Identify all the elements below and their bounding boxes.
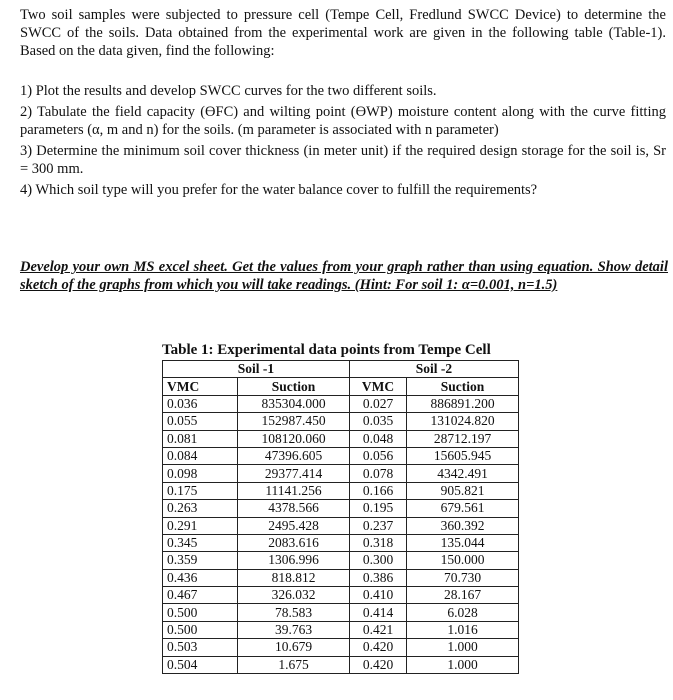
suction-2-cell: 4342.491 [407,465,519,482]
suction-1-cell: 10.679 [238,639,350,656]
vmc-2-cell: 0.386 [350,569,407,586]
suction-2-cell: 15605.945 [407,447,519,464]
question-4: 4) Which soil type will you prefer for the water balance cover to fulfill the requirements? [20,182,538,198]
vmc-2-cell: 0.078 [350,465,407,482]
table-caption: Table 1: Experimental data points from Tempe Cell [162,342,491,358]
table-row [163,604,519,621]
question-list [20,82,666,202]
col-header-vmc-1: VMC [163,378,238,395]
suction-1-cell: 818.812 [238,569,350,586]
suction-1-cell: 1.675 [238,656,350,673]
table-row [163,534,519,551]
vmc-1-cell: 0.175 [163,482,238,499]
instruction-note: Develop your own MS excel sheet. Get the values from your graph rather than using equation. Show detail sketch of the graphs from which you will take readings. (Hint: For soil 1: α=0.001, n=1.5) [20,259,668,293]
table-row [163,447,519,464]
data-table [162,360,519,674]
suction-1-cell: 835304.000 [238,395,350,412]
vmc-2-cell: 0.414 [350,604,407,621]
suction-2-cell: 135.044 [407,534,519,551]
suction-2-cell: 131024.820 [407,413,519,430]
table-row [163,639,519,656]
suction-1-cell: 39.763 [238,621,350,638]
vmc-2-cell: 0.048 [350,430,407,447]
intro-paragraph [20,6,666,60]
suction-2-cell: 28.167 [407,587,519,604]
suction-1-cell: 2083.616 [238,534,350,551]
table-row [163,465,519,482]
suction-2-cell: 28712.197 [407,430,519,447]
suction-1-cell: 1306.996 [238,552,350,569]
suction-1-cell: 326.032 [238,587,350,604]
suction-1-cell: 29377.414 [238,465,350,482]
table-row [163,621,519,638]
vmc-2-cell: 0.035 [350,413,407,430]
suction-1-cell: 78.583 [238,604,350,621]
table-row [163,500,519,517]
vmc-1-cell: 0.084 [163,447,238,464]
vmc-1-cell: 0.500 [163,604,238,621]
vmc-2-cell: 0.056 [350,447,407,464]
vmc-1-cell: 0.081 [163,430,238,447]
soil-1-header: Soil -1 [163,361,350,378]
vmc-1-cell: 0.359 [163,552,238,569]
intro-text: Two soil samples were subjected to pressure cell (Tempe Cell, Fredlund SWCC Device) to determine the SWCC of the soils. Data obtained from the experimental work are given in the following table (Table-1). Based on the data given, find the following: [20,7,666,59]
vmc-2-cell: 0.421 [350,621,407,638]
table-row [163,413,519,430]
vmc-1-cell: 0.055 [163,413,238,430]
vmc-1-cell: 0.098 [163,465,238,482]
suction-1-cell: 11141.256 [238,482,350,499]
question-2: 2) Tabulate the field capacity (ϴFC) and wilting point (ϴWP) moisture content along with the curve fitting parameters (α, m and n) for the soils. (m parameter is associated with n parameter) [20,104,666,138]
vmc-2-cell: 0.410 [350,587,407,604]
vmc-2-cell: 0.420 [350,656,407,673]
question-1: 1) Plot the results and develop SWCC curves for the two different soils. [20,83,437,99]
vmc-1-cell: 0.345 [163,534,238,551]
suction-1-cell: 4378.566 [238,500,350,517]
suction-2-cell: 1.000 [407,639,519,656]
vmc-1-cell: 0.291 [163,517,238,534]
suction-2-cell: 1.000 [407,656,519,673]
question-3: 3) Determine the minimum soil cover thickness (in meter unit) if the required design storage for the soil is, Sr = 300 mm. [20,143,666,177]
vmc-1-cell: 0.036 [163,395,238,412]
table-row [163,656,519,673]
table-body [163,395,519,673]
col-header-vmc-2: VMC [350,378,407,395]
col-header-suction-1: Suction [238,378,350,395]
table-row [163,587,519,604]
suction-1-cell: 152987.450 [238,413,350,430]
vmc-2-cell: 0.420 [350,639,407,656]
vmc-1-cell: 0.503 [163,639,238,656]
suction-2-cell: 905.821 [407,482,519,499]
vmc-2-cell: 0.318 [350,534,407,551]
vmc-2-cell: 0.237 [350,517,407,534]
vmc-2-cell: 0.300 [350,552,407,569]
vmc-1-cell: 0.263 [163,500,238,517]
suction-1-cell: 2495.428 [238,517,350,534]
suction-2-cell: 70.730 [407,569,519,586]
vmc-2-cell: 0.027 [350,395,407,412]
suction-1-cell: 47396.605 [238,447,350,464]
vmc-1-cell: 0.436 [163,569,238,586]
vmc-1-cell: 0.500 [163,621,238,638]
table-row [163,395,519,412]
suction-2-cell: 679.561 [407,500,519,517]
vmc-1-cell: 0.467 [163,587,238,604]
col-header-suction-2: Suction [407,378,519,395]
vmc-2-cell: 0.195 [350,500,407,517]
table-row [163,552,519,569]
column-header-row [163,378,519,395]
vmc-1-cell: 0.504 [163,656,238,673]
table-row [163,569,519,586]
soil-2-header: Soil -2 [350,361,519,378]
table-row [163,517,519,534]
soil-header-row [163,361,519,378]
suction-2-cell: 1.016 [407,621,519,638]
suction-2-cell: 886891.200 [407,395,519,412]
table-row [163,482,519,499]
suction-2-cell: 360.392 [407,517,519,534]
suction-2-cell: 150.000 [407,552,519,569]
vmc-2-cell: 0.166 [350,482,407,499]
suction-2-cell: 6.028 [407,604,519,621]
table-row [163,430,519,447]
suction-1-cell: 108120.060 [238,430,350,447]
